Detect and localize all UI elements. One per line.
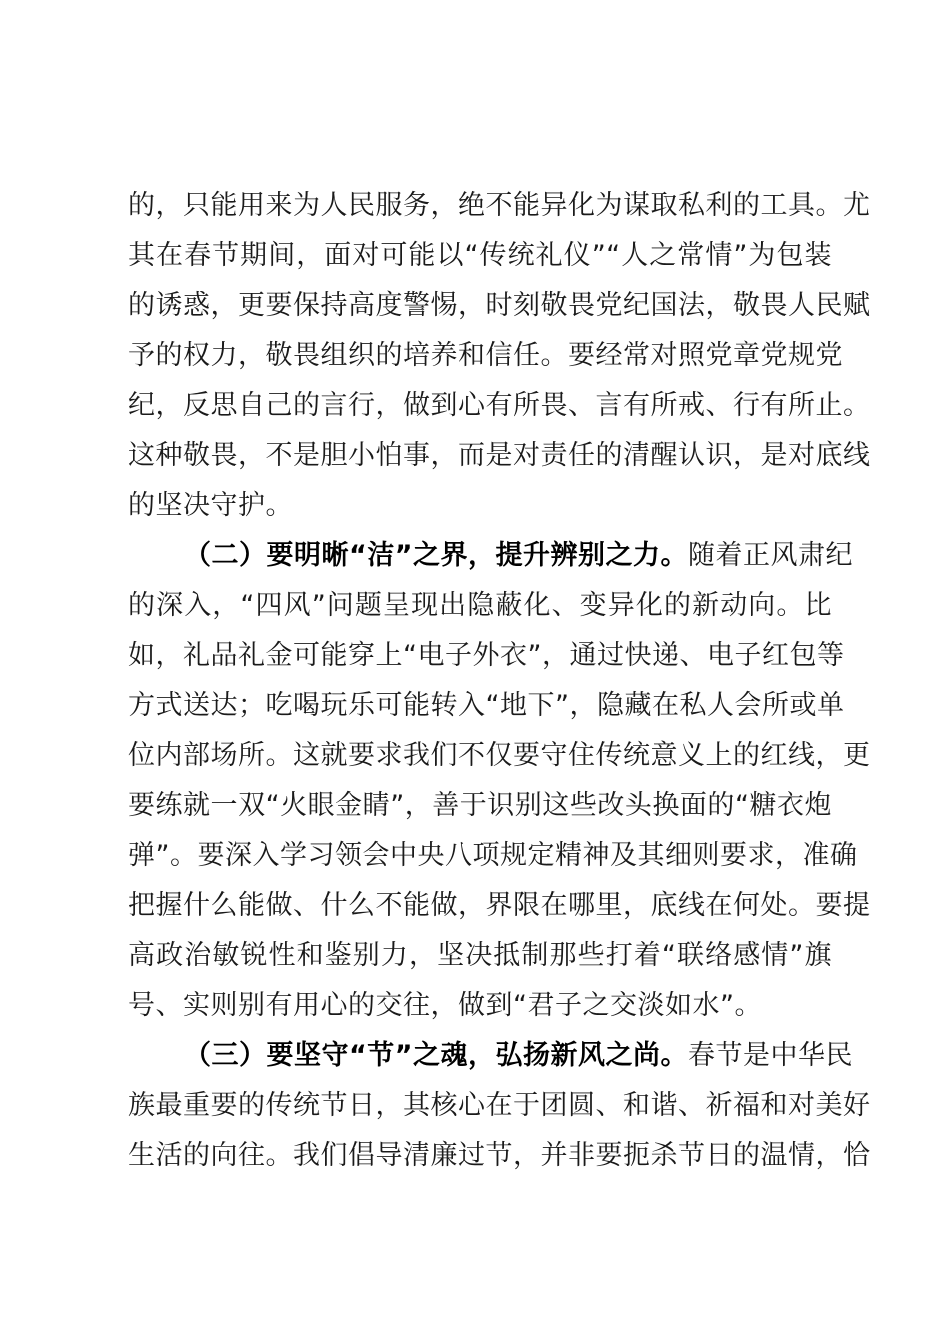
section-heading: （三）要坚守“节”之魂，弘扬新风之尚。 (184, 1040, 688, 1071)
text-line: 位内部场所。这就要求我们不仅要守住传统意义上的红线，更 (128, 740, 871, 771)
text-line: 方式送达；吃喝玩乐可能转入“地下”，隐藏在私人会所或单 (128, 690, 845, 721)
text-line: 予的权力，敬畏组织的培养和信任。要经常对照党章党规党 (128, 340, 843, 371)
text-line: 纪，反思自己的言行，做到心有所畏、言有所戒、行有所止。 (128, 390, 871, 421)
text-line: 的深入，“四风”问题呈现出隐蔽化、变异化的新动向。比 (128, 590, 832, 621)
text-line: 要练就一双“火眼金睛”，善于识别这些改头换面的“糖衣炮 (128, 790, 832, 821)
text-line: 如，礼品礼金可能穿上“电子外衣”，通过快递、电子红包等 (128, 640, 845, 671)
text-line: 的诱惑，更要保持高度警惕，时刻敬畏党纪国法，敬畏人民赋 (128, 290, 871, 321)
section-heading-line (128, 531, 853, 581)
section-heading-line (128, 1031, 853, 1081)
heading-line-rest: 春节是中华民 (688, 1040, 853, 1071)
document-page (128, 181, 871, 1181)
text-line: 这种敬畏，不是胆小怕事，而是对责任的清醒认识，是对底线 (128, 440, 871, 471)
heading-line-rest: 随着正风肃纪 (688, 540, 853, 571)
text-line: 其在春节期间，面对可能以“传统礼仪”“人之常情”为包装 (128, 240, 832, 271)
text-line: 号、实则别有用心的交往，做到“君子之交淡如水”。 (128, 990, 762, 1021)
text-line: 把握什么能做、什么不能做，界限在哪里，底线在何处。要提 (128, 890, 871, 921)
text-line: 的坚决守护。 (128, 490, 293, 521)
text-line: 高政治敏锐性和鉴别力，坚决抵制那些打着“联络感情”旗 (128, 940, 832, 971)
paragraph-continuation (128, 181, 871, 531)
text-line: 生活的向往。我们倡导清廉过节，并非要扼杀节日的温情，恰 (128, 1140, 871, 1171)
paragraph-section-2 (128, 531, 871, 1031)
text-line: 的，只能用来为人民服务，绝不能异化为谋取私利的工具。尤 (128, 190, 871, 221)
text-line: 族最重要的传统节日，其核心在于团圆、和谐、祈福和对美好 (128, 1090, 871, 1121)
text-line: 弹”。要深入学习领会中央八项规定精神及其细则要求，准确 (128, 840, 858, 871)
paragraph-section-3 (128, 1031, 871, 1181)
section-heading: （二）要明晰“洁”之界，提升辨别之力。 (184, 540, 688, 571)
